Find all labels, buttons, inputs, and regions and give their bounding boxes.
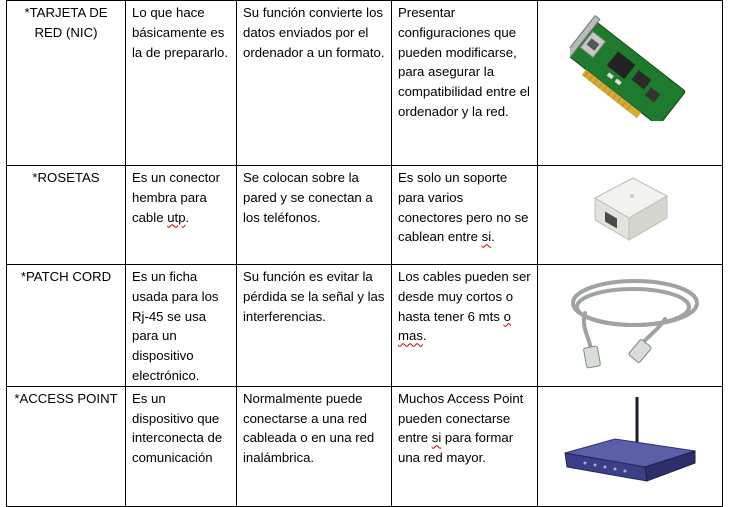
component-description: Lo que hace básicamente es la de prepararlo. (126, 1, 237, 166)
component-function: Su función es evitar la pérdida se la señal y las interferencias. (237, 265, 392, 387)
wireless-router-image (538, 386, 723, 506)
wall-jack-photo (585, 168, 675, 248)
table-row (7, 265, 723, 387)
component-description: Es un dispositivo que interconecta de comunicación (126, 386, 237, 506)
component-name: *ROSETAS (7, 166, 126, 265)
table-row (7, 1, 723, 166)
table-row (7, 166, 723, 265)
wireless-router-photo (555, 389, 705, 489)
wall-jack-image (538, 166, 723, 265)
component-name: *TARJETA DE RED (NIC) (7, 1, 126, 166)
component-description: Es un conector hembra para cable utp. (126, 166, 237, 265)
component-function: Se colocan sobre la pared y se conectan a los teléfonos. (237, 166, 392, 265)
component-note: Los cables pueden ser desde muy cortos o hasta tener 6 mts o mas. (392, 265, 538, 387)
component-function: Normalmente puede conectarse a una red cableada o en una red inalámbrica. (237, 386, 392, 506)
components-table (6, 0, 723, 507)
patch-cable-image (538, 265, 723, 387)
network-card-photo (570, 3, 690, 121)
component-note: Muchos Access Point pueden conectarse entre si para formar una red mayor. (392, 386, 538, 506)
table-row (7, 386, 723, 506)
component-name: *ACCESS POINT (7, 386, 126, 506)
component-name: *PATCH CORD (7, 265, 126, 387)
component-description: Es un ficha usada para los Rj-45 se usa para un dispositivo electrónico. (126, 265, 237, 387)
patch-cable-photo (555, 267, 705, 371)
component-function: Su función convierte los datos enviados por el ordenador a un formato. (237, 1, 392, 166)
network-card-image (538, 1, 723, 166)
component-note: Presentar configuraciones que pueden modificarse, para asegurar la compatibilidad entre el ordenador y la red. (392, 1, 538, 166)
component-note: Es solo un soporte para varios conectores pero no se cablean entre si. (392, 166, 538, 265)
